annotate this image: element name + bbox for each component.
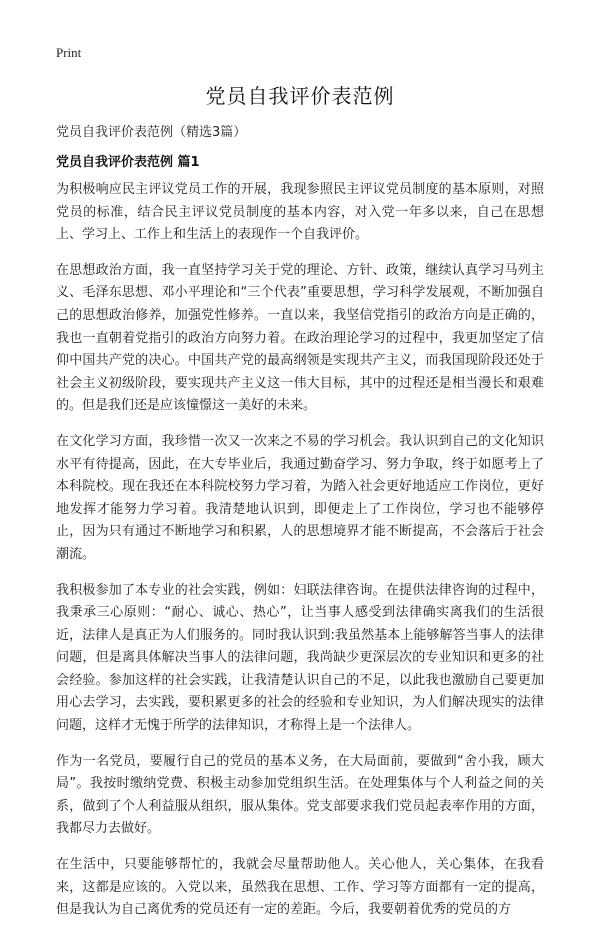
paragraph: 我积极参加了本专业的社会实践，例如：妇联法律咨询。在提供法律咨询的过程中，我秉承三心原则：“耐心、诚心、热心”，让当事人感受到法律确实离我们的生活很近，法律人是真正为人们服务的。同时我认识到:我虽然基本上能够解答当事人的法律问题，但是离具体解决当事人的法律问题，我尚缺少更深层次的专业知识和更多的社会经验。参加这样的社会实践，让我清楚认识自己的不足，以此我也激励自己要更加用心去学习，去实践，要积累更多的社会的经验和专业知识，为人们解决现实的法律问题，这样才无愧于所学的法律知识，才称得上是一个法律人。 — [56, 582, 544, 734]
paragraph: 为积极响应民主评议党员工作的开展，我现参照民主评议党员制度的基本原则，对照党员的标准，结合民主评议党员制度的基本内容，对入党一年多以来，自己在思想上、学习上、工作上和生活上的表现作一个自我评价。 — [56, 182, 544, 243]
paragraph: 在思想政治方面，我一直坚持学习关于党的理论、方针、政策，继续认真学习马列主义、毛泽东思想、邓小平理论和“三个代表”重要思想，学习科学发展观，不断加强自己的思想政治修养，加强党性修养。一直以来，我坚信党指引的政治方向是正确的，我也一直朝着党指引的政治方向努力着。在政治理论学习的过程中，我更加坚定了信仰中国共产党的决心。中国共产党的最高纲领是实现共产主义，而我国现阶段还处于社会主义初级阶段，要实现共产主义这一伟大目标，其中的过程还是相当漫长和艰难的。但是我们还是应该憧憬这一美好的未来。 — [56, 262, 544, 414]
document-subtitle: 党员自我评价表范例（精选3篇） — [56, 125, 247, 140]
page-title: 党员自我评价表范例 — [205, 84, 395, 108]
document-body — [56, 179, 544, 935]
paragraph: 在生活中，只要能够帮忙的，我就会尽量帮助他人。关心他人，关心集体，在我看来，这都是应该的。入党以来，虽然我在思想、工作、学习等方面都有一定的提高，但是我认为自己离优秀的党员还有一定的差距。今后，我要朝着优秀的党员的方 — [56, 857, 544, 918]
section-heading: 党员自我评价表范例 篇1 — [56, 155, 200, 170]
paragraph: 在文化学习方面，我珍惜一次又一次来之不易的学习机会。我认识到自己的文化知识水平有待提高，因此，在大专毕业后，我通过勤奋学习、努力争取，终于如愿考上了本科院校。现在我还在本科院校努力学习着，为踏入社会更好地适应工作岗位，更好地发挥才能努力学习着。我清楚地认识到，即便走上了工作岗位，学习也不能够停止，因为只有通过不断地学习和积累，人的思想境界才能不断提高，不会落后于社会潮流。 — [56, 433, 544, 562]
print-label[interactable]: Print — [56, 45, 82, 60]
paragraph: 作为一名党员，要履行自己的党员的基本义务，在大局面前，要做到“舍小我，顾大局”。我按时缴纳党费、积极主动参加党组织生活。在处理集体与个人利益之间的关系，做到了个人利益服从组织，服从集体。党支部要求我们党员起表率作用的方面，我都尽力去做好。 — [56, 753, 544, 837]
